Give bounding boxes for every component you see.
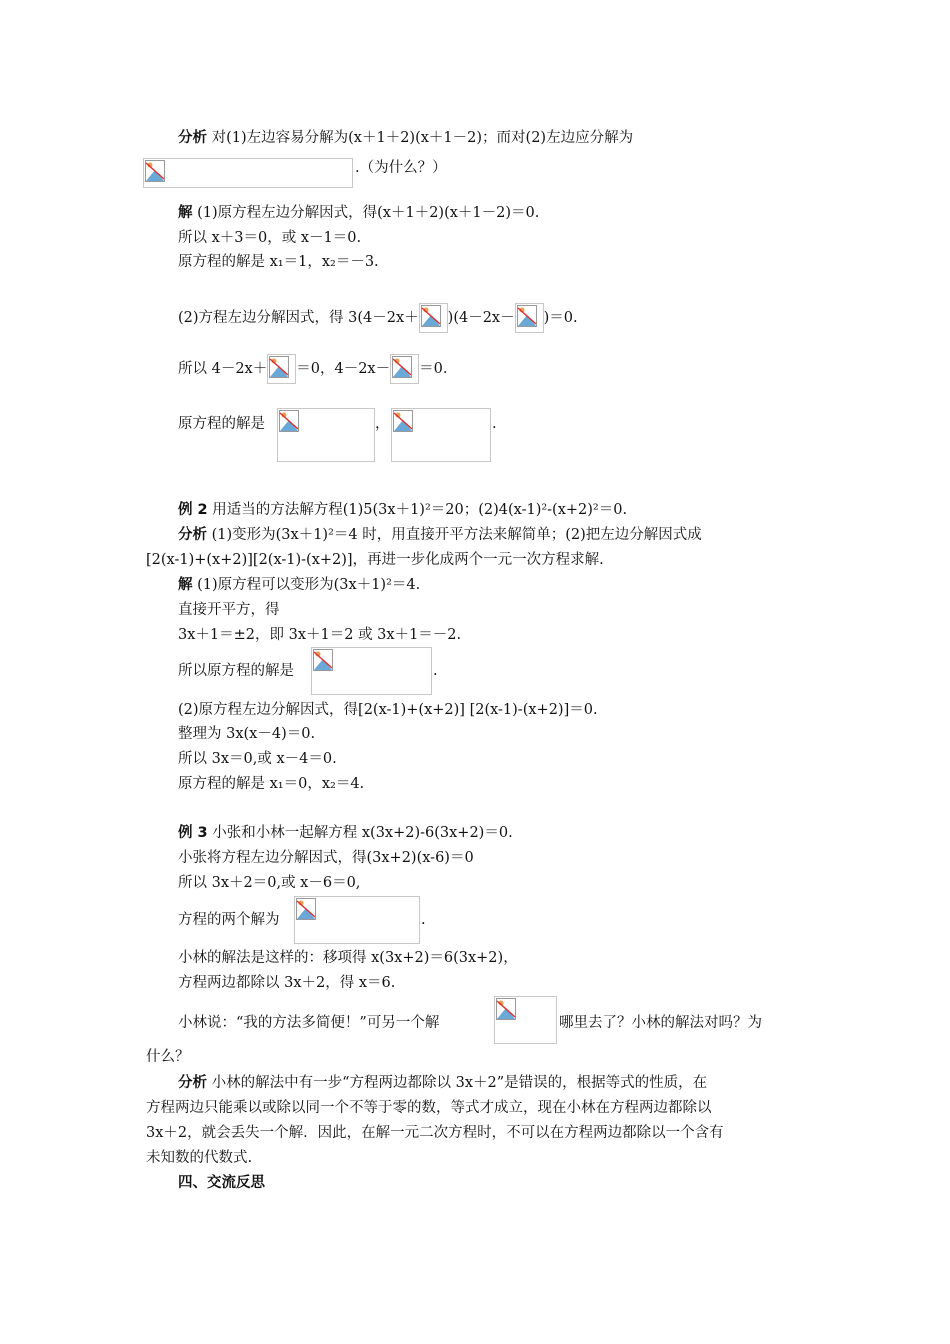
example-2-label: 例 2 [178,502,208,518]
analysis-label: 分析 [178,1075,207,1091]
solution-line-4-part-b: )(4－2x－ [447,310,515,326]
solution-line-5-part-b: ＝0，4－2x－ [296,361,391,377]
solution-line-3: 原方程的解是 x₁＝1，x₂＝－3. [178,254,379,270]
missing-image-placeholder [143,158,353,188]
example-3-analysis-line-3: 3x＋2，就会丢失一个解．因此，在解一元二次方程时，不可以在方程两边都除以一个含有 [146,1125,724,1141]
example-2-solution-line-8: 原方程的解是 x₁＝0，x₂＝4. [178,776,365,792]
solution-line-5 [178,354,447,384]
missing-image-placeholder [419,303,448,333]
example-3-line-6-part-a: 小林说：“我的方法多简便！”可另一个解 [178,1015,440,1031]
example-3-line-1: 小张将方程左边分解因式，得(3x+2)(x-6)＝0 [178,850,474,866]
missing-image-placeholder [391,408,491,462]
missing-image-placeholder [267,354,296,384]
analysis-line-1 [178,128,633,148]
solution-line-4 [178,303,578,333]
missing-image-placeholder [494,996,557,1044]
analysis-text: 对(1)左边容易分解为(x＋1＋2)(x＋1－2)；而对(2)左边应分解为 [211,130,634,146]
example-3-line-3-period: . [421,912,426,928]
example-2-solution-line-1 [178,575,420,595]
broken-image-icon [279,410,299,432]
solution-line-6-period: . [492,416,497,432]
broken-image-icon [392,356,412,378]
solution-line-2: 所以 x＋3＝0，或 x－1＝0. [178,230,362,246]
example-3-line-4: 小林的解法是这样的：移项得 x(3x+2)＝6(3x+2)， [178,950,518,966]
example-3-text: 小张和小林一起解方程 x(3x+2)-6(3x+2)＝0. [212,825,513,841]
example-2-title [178,500,627,520]
example-3-line-7: 什么？ [146,1049,190,1065]
solution-text: (1)原方程左边分解因式，得(x＋1＋2)(x＋1－2)＝0. [197,205,540,221]
solution-line-4-part-a: (2)方程左边分解因式，得 3(4－2x＋ [178,310,419,326]
solution-line-6-comma: ， [375,416,390,432]
example-2-solution-line-7: 所以 3x＝0,或 x－4＝0. [178,751,337,767]
broken-image-icon [421,305,441,327]
missing-image-placeholder [515,303,544,333]
solution-line-5-part-c: ＝0. [419,361,448,377]
broken-image-icon [496,998,516,1020]
analysis-text: (1)变形为(3x＋1)²＝4 时，用直接开平方法来解简单；(2)把左边分解因式成 [211,527,702,543]
example-2-analysis-line-1 [178,525,702,545]
solution-line-6-label: 原方程的解是 [178,416,265,432]
example-2-text: 用适当的方法解方程(1)5(3x＋1)²＝20；(2)4(x-1)²-(x+2)²＝0. [212,502,628,518]
missing-image-placeholder [311,647,432,695]
example-2-solution-line-3: 3x＋1＝±2，即 3x＋1＝2 或 3x＋1＝－2. [178,627,462,643]
example-3-label: 例 3 [178,825,208,841]
analysis-line-2-tail: .（为什么？） [355,160,447,176]
example-3-line-5: 方程两边都除以 3x＋2，得 x＝6. [178,975,396,991]
example-2-solution-line-4-label: 所以原方程的解是 [178,663,294,679]
missing-image-placeholder [294,896,420,944]
example-2-solution-line-2: 直接开平方，得 [178,602,280,618]
example-3-line-2: 所以 3x＋2＝0,或 x－6＝0, [178,875,361,891]
solution-text: (1)原方程可以变形为(3x＋1)²＝4. [197,577,421,593]
section-4-heading: 四、交流反思 [178,1175,265,1191]
analysis-label: 分析 [178,130,207,146]
analysis-label: 分析 [178,527,207,543]
example-3-analysis-line-1 [178,1073,707,1093]
broken-image-icon [296,898,316,920]
missing-image-placeholder [277,408,375,462]
solution-line-1 [178,203,539,223]
example-2-solution-line-5: (2)原方程左边分解因式，得[2(x-1)+(x+2)] [2(x-1)-(x+2)]＝0. [178,702,598,718]
broken-image-icon [145,160,165,182]
broken-image-icon [313,649,333,671]
solution-line-4-part-c: )＝0. [543,310,578,326]
broken-image-icon [269,356,289,378]
example-3-analysis-line-2: 方程两边只能乘以或除以同一个不等于零的数，等式才成立，现在小林在方程两边都除以 [146,1100,712,1116]
analysis-text: 小林的解法中有一步“方程两边都除以 3x＋2”是错误的，根据等式的性质，在 [211,1075,708,1091]
broken-image-icon [393,410,413,432]
missing-image-placeholder [390,354,419,384]
example-2-solution-line-6: 整理为 3x(x－4)＝0. [178,726,316,742]
solution-line-5-part-a: 所以 4－2x＋ [178,361,268,377]
example-2-analysis-line-2: [2(x-1)+(x+2)][2(x-1)-(x+2)]，再进一步化成两个一元一次方程求解. [146,552,604,568]
example-3-analysis-line-4: 未知数的代数式. [146,1150,253,1166]
example-2-solution-line-4-period: . [433,663,438,679]
broken-image-icon [517,305,537,327]
example-3-line-3-label: 方程的两个解为 [178,912,280,928]
example-3-line-6-part-b: 哪里去了？小林的解法对吗？为 [559,1015,762,1031]
solution-label: 解 [178,205,193,221]
solution-label: 解 [178,577,193,593]
example-3-title [178,823,513,843]
